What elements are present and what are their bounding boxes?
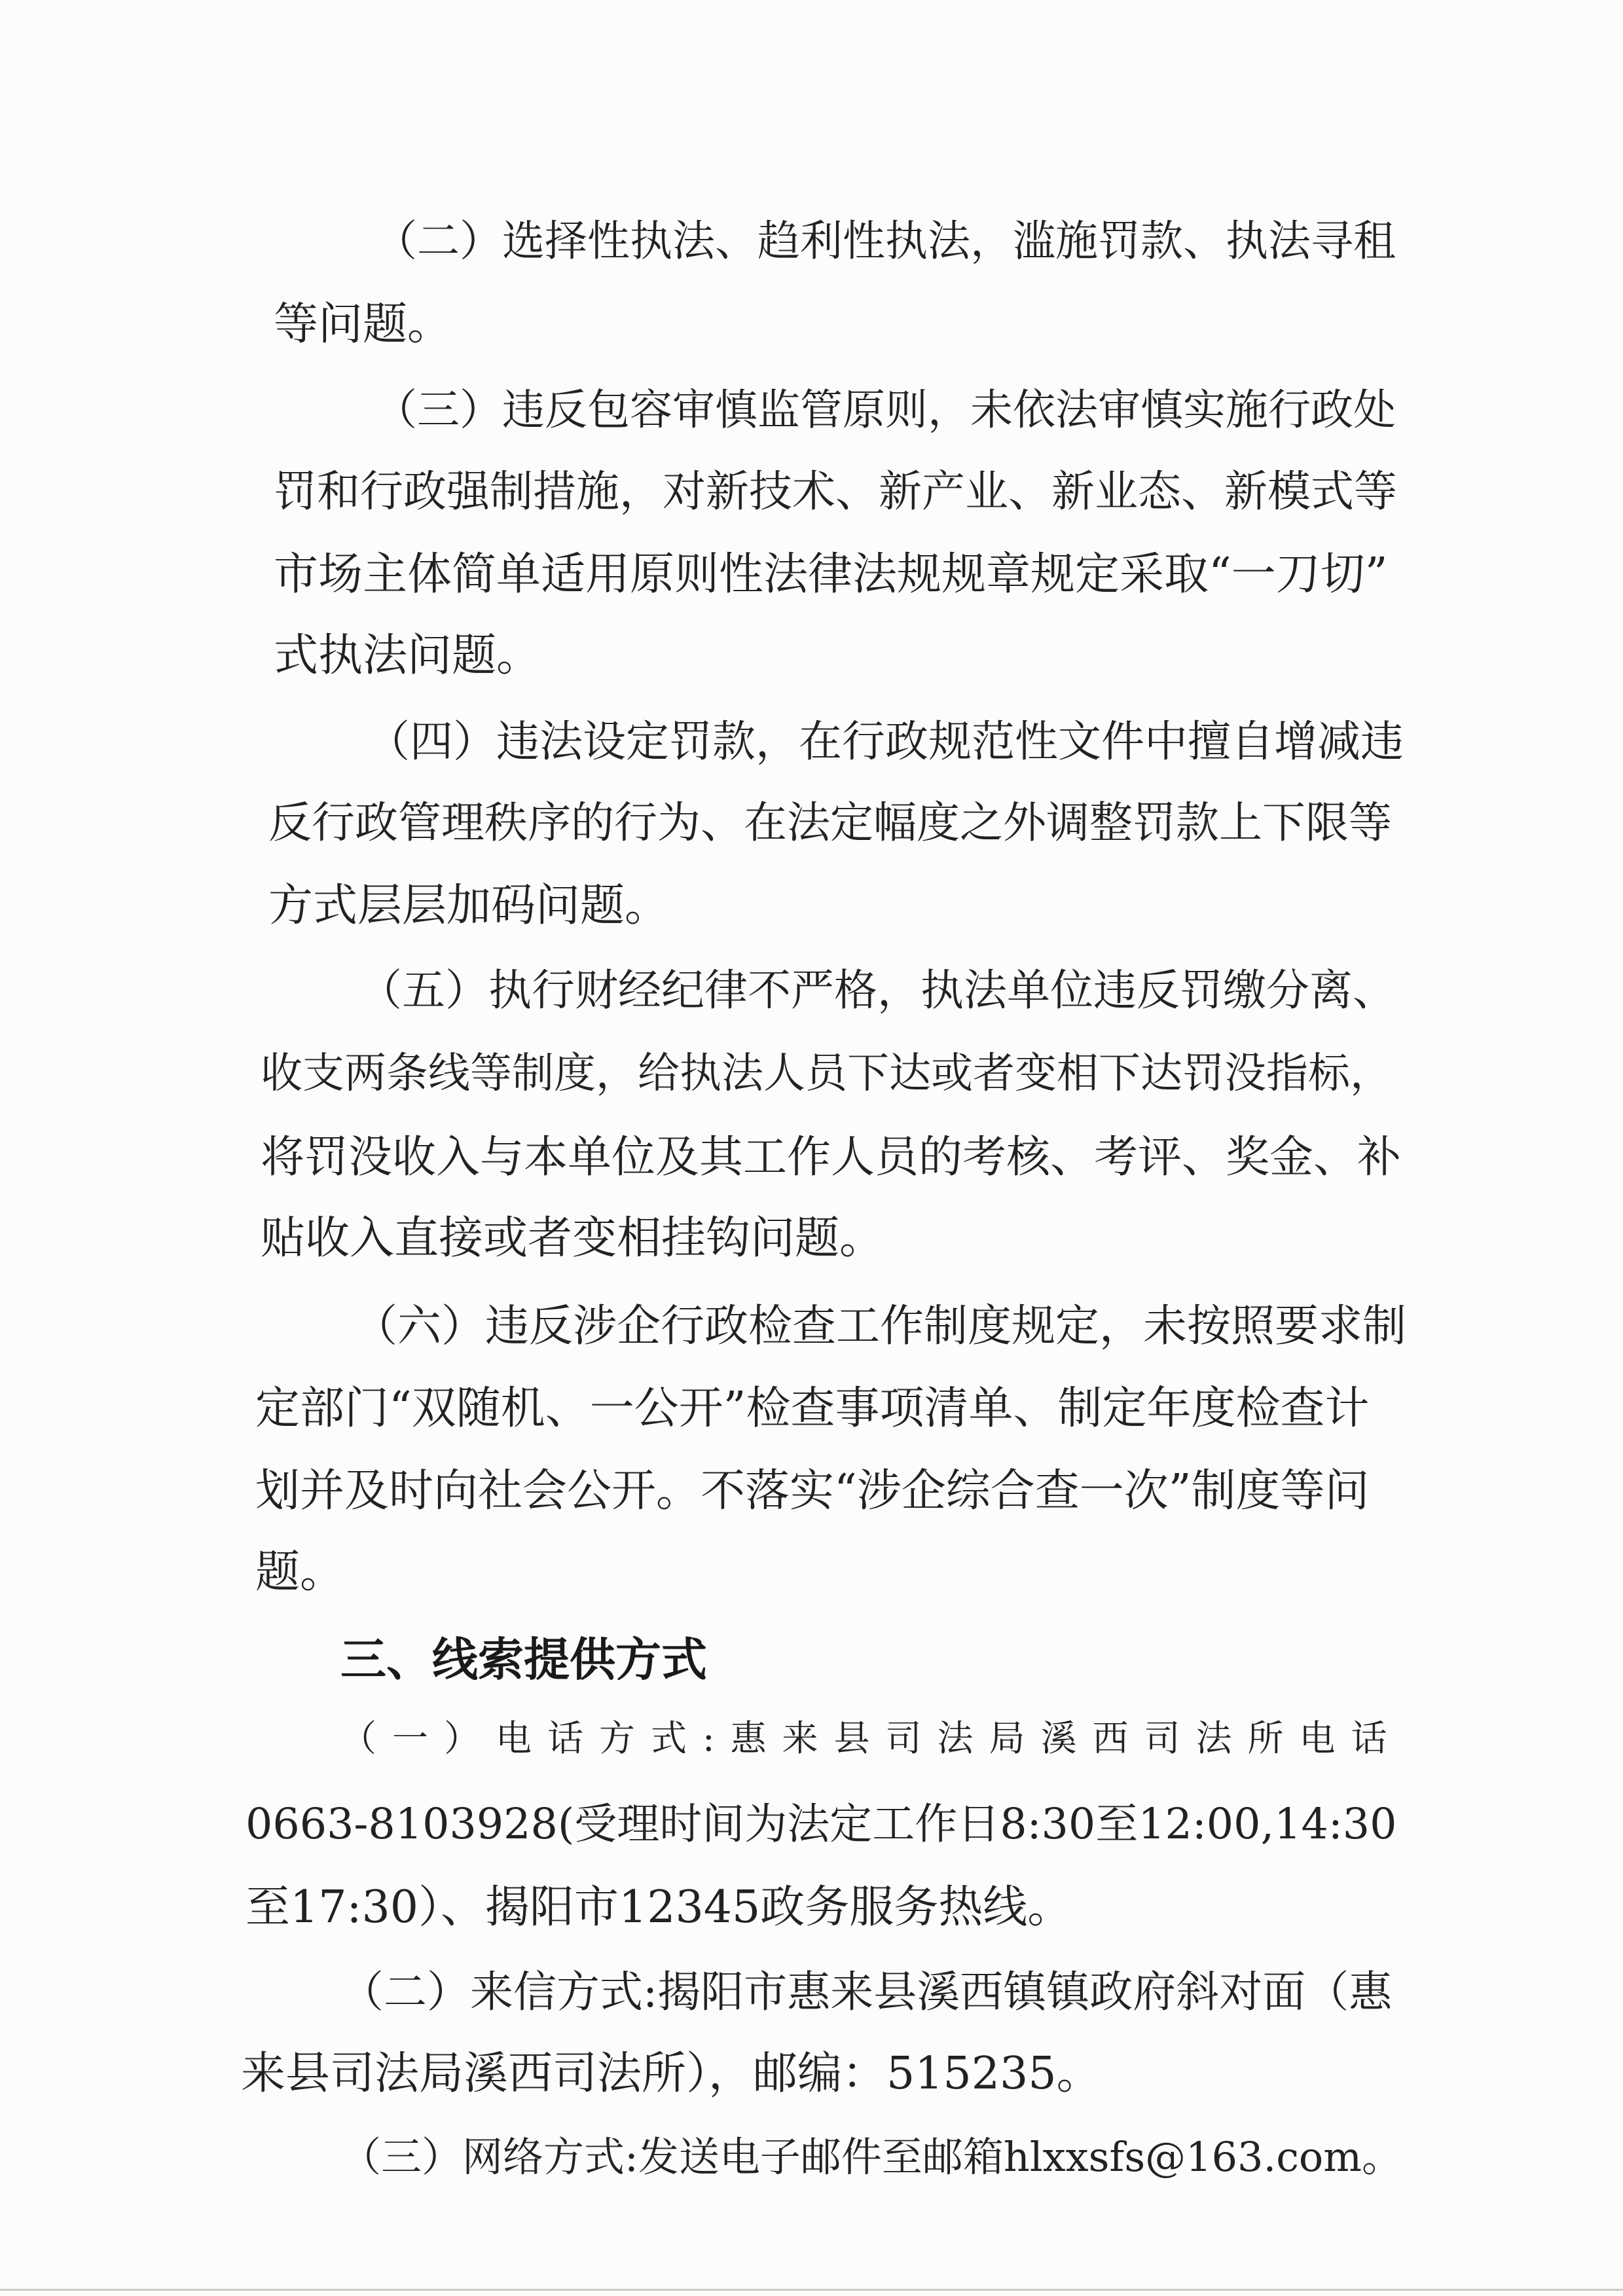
paragraph-4-line-3: 方式层层加码问题。 — [268, 880, 670, 932]
paragraph-6-line-2: 定部门“双随机、一公开”检查事项清单、制定年度检查计 — [255, 1383, 1370, 1434]
paragraph-3-line-3: 市场主体简单适用原则性法律法规规章规定采取“一刀切” — [274, 549, 1388, 600]
paragraph-3-line-2: 罚和行政强制措施，对新技术、新产业、新业态、新模式等 — [274, 466, 1397, 517]
paragraph-2-line-2: 等问题。 — [274, 299, 452, 350]
paragraph-6-line-4: 题。 — [255, 1546, 345, 1598]
paragraph-4-line-1: （四）违法设定罚款，在行政规范性文件中擅自增减违 — [367, 716, 1404, 767]
paragraph-3-line-1: （三）违反包容审慎监管原则，未依法审慎实施行政处 — [374, 386, 1396, 435]
phone-contact-line-2: 0663-8103928(受理时间为法定工作日8:30至12:00,14:30 — [246, 1800, 1397, 1849]
paragraph-6-line-1: （六）违反涉企行政检查工作制度规定，未按照要求制 — [354, 1300, 1406, 1351]
mail-contact-line-1: （二）来信方式:揭阳市惠来县溪西镇镇政府斜对面（惠 — [340, 1967, 1393, 2017]
paragraph-5-line-4: 贴收入直接或者变相挂钩问题。 — [261, 1212, 884, 1264]
paragraph-5-line-1: （五）执行财经纪律不严格，执法单位违反罚缴分离、 — [359, 965, 1396, 1015]
section-3-heading: 三、线索提供方式 — [340, 1633, 707, 1686]
phone-contact-line-1: （一）电话方式:惠来县司法局溪西司法所电话 — [340, 1717, 1403, 1759]
paragraph-3-line-4: 式执法问题。 — [274, 630, 541, 682]
mail-contact-line-2: 来县司法局溪西司法所），邮编：515235。 — [241, 2048, 1101, 2100]
phone-contact-line-3: 至17:30）、揭阳市12345政务服务热线。 — [246, 1882, 1072, 1933]
paragraph-4-line-2: 反行政管理秩序的行为、在法定幅度之外调整罚款上下限等 — [268, 797, 1392, 848]
paragraph-5-line-3: 将罚没收入与本单位及其工作人员的考核、考评、奖金、补 — [261, 1131, 1401, 1182]
scan-bottom-edge — [0, 2289, 1623, 2291]
paragraph-5-line-2: 收支两条线等制度，给执法人员下达或者变相下达罚没指标， — [261, 1049, 1392, 1098]
paragraph-2-line-1: （二）选择性执法、趋利性执法，滥施罚款、执法寻租 — [374, 217, 1396, 266]
paragraph-6-line-3: 划并及时向社会公开。不落实“涉企综合查一次”制度等问 — [255, 1465, 1370, 1517]
online-contact-line-1: （三）网络方式:发送电子邮件至邮箱hlxxsfs@163.com。 — [340, 2133, 1403, 2181]
